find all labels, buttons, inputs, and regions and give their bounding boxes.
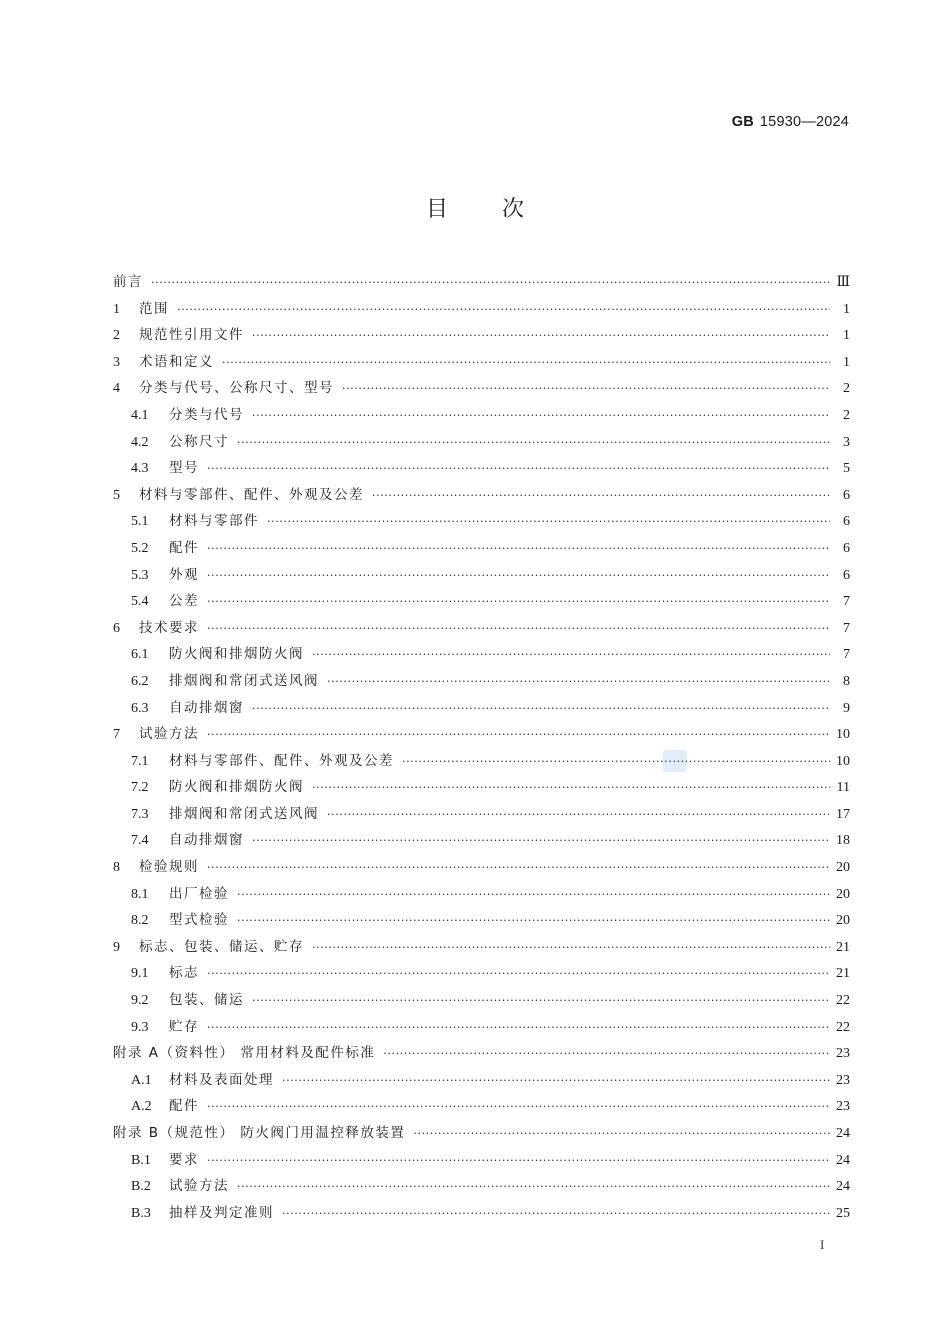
toc-entry-number: 7.4 [131,833,149,849]
toc-entry-page: 6 [843,487,850,503]
toc-entry[interactable] [113,1068,850,1095]
toc-entry[interactable] [113,323,850,350]
toc-entry-page: 1 [843,328,850,344]
toc-dot-leader [207,1100,830,1113]
toc-entry-label: 材料及表面处理 [169,1071,274,1088]
toc-entry-page: 23 [836,1046,850,1062]
toc-entry[interactable] [113,961,850,988]
toc-entry-label: 材料与零部件、配件、外观及公差 [169,752,394,769]
toc-entry[interactable] [113,509,850,536]
toc-entry-number: 5.1 [131,514,149,530]
toc-entry-number: 9.2 [131,993,149,1009]
toc-entry-number: B.3 [131,1205,151,1221]
toc-entry-label: 配件 [169,539,199,556]
toc-entry-label: 外观 [169,566,199,583]
toc-dot-leader [207,1154,830,1167]
toc-dot-leader [402,755,830,768]
toc-dot-leader [252,834,830,847]
toc-dot-leader [312,941,830,954]
toc-entry[interactable] [113,376,850,403]
toc-entry-page: 2 [843,381,850,397]
toc-entry-number: 9 [113,939,120,955]
toc-dot-leader [252,329,830,342]
toc-entry-number: 9.3 [131,1019,149,1035]
toc-entry-label: 标志、包装、储运、贮存 [139,938,304,955]
toc-entry-page: 20 [836,913,850,929]
table-of-contents [113,270,850,1227]
toc-entry[interactable] [113,430,850,457]
toc-entry-number: 7 [113,727,120,743]
toc-dot-leader [207,728,830,741]
toc-entry-page: 1 [843,354,850,370]
toc-entry[interactable] [113,483,850,510]
toc-entry-label: 排烟阀和常闭式送风阀 [169,672,319,689]
footer-page-number: I [820,1237,825,1252]
toc-entry-label: 自动排烟窗 [169,699,244,716]
toc-entry[interactable] [113,988,850,1015]
toc-dot-leader [207,595,830,608]
toc-entry-page: 24 [836,1126,850,1141]
toc-entry-page: 10 [836,753,850,769]
toc-entry-page: 8 [843,673,850,689]
toc-entry-label: 贮存 [169,1018,199,1035]
toc-entry-label: 试验方法 [139,726,199,743]
toc-entry[interactable] [113,1121,850,1148]
toc-entry-label: 试验方法 [169,1178,229,1195]
toc-entry-label: 检验规则 [139,859,199,876]
toc-entry[interactable] [113,669,850,696]
toc-entry-number: 5.4 [131,594,149,610]
toc-entry[interactable] [113,642,850,669]
toc-entry[interactable] [113,935,850,962]
toc-entry-label: 标志 [169,965,199,982]
toc-entry-label: 公称尺寸 [169,433,229,450]
toc-entry-label: 材料与零部件 [169,513,259,530]
toc-dot-leader [207,967,830,980]
toc-entry[interactable] [113,297,850,324]
toc-entry-page: 23 [836,1099,850,1115]
toc-entry-page: 6 [843,514,850,530]
toc-entry-number: 4.3 [131,461,149,477]
toc-entry-number: 9.1 [131,966,149,982]
toc-entry-number: 6.3 [131,700,149,716]
toc-entry-number: 4 [113,381,120,397]
toc-entry-label: 要求 [169,1151,199,1168]
toc-entry-label: 材料与零部件、配件、外观及公差 [139,486,364,503]
toc-dot-leader [312,781,830,794]
toc-entry-number: B.2 [131,1179,151,1195]
toc-entry-number: 6 [113,620,120,636]
toc-entry-page: 22 [836,1019,850,1035]
toc-entry-page: 7 [843,647,850,663]
toc-entry-label: 规范性引用文件 [139,327,244,344]
toc-entry-number: 5.3 [131,567,149,583]
toc-entry-label: 范围 [139,300,169,317]
toc-entry[interactable] [113,536,850,563]
toc-entry-label: 前言 [113,274,143,290]
toc-entry-number: 7.3 [131,806,149,822]
standard-prefix: GB [731,114,754,130]
page-title: 目次 [425,197,578,222]
toc-entry-number: A.1 [131,1072,152,1088]
toc-entry-page: 23 [836,1072,850,1088]
toc-entry-label: 防火阀和排烟防火阀 [169,779,304,796]
toc-entry-number: 2 [113,328,120,344]
toc-entry-page: 18 [836,833,850,849]
toc-entry[interactable] [113,350,850,377]
toc-dot-leader [207,861,830,874]
toc-entry-page: 10 [836,727,850,743]
toc-dot-leader [207,542,830,555]
toc-dot-leader [207,622,830,635]
toc-entry[interactable] [113,456,850,483]
toc-entry-page: 20 [836,860,850,876]
toc-entry[interactable] [113,1041,850,1068]
toc-entry-number: 5.2 [131,540,149,556]
toc-entry-label: 附录 B（规范性） 防火阀门用温控释放装置 [113,1125,406,1141]
toc-entry-number: 8 [113,860,120,876]
toc-entry-number: 4.2 [131,434,149,450]
toc-entry-page: 9 [843,700,850,716]
toc-entry-page: 2 [843,407,850,423]
toc-entry[interactable] [113,563,850,590]
toc-entry-label: 技术要求 [139,619,199,636]
toc-entry[interactable] [113,722,850,749]
toc-entry-page: 7 [843,594,850,610]
toc-entry-page: 21 [836,939,850,955]
toc-entry[interactable] [113,749,850,776]
toc-entry-page: 3 [843,434,850,450]
toc-dot-leader [222,356,830,369]
toc-entry-number: 8.1 [131,886,149,902]
toc-dot-leader [237,436,830,449]
toc-entry-label: 包装、储运 [169,992,244,1009]
toc-entry-label: 分类与代号、公称尺寸、型号 [139,380,334,397]
toc-dot-leader [252,702,830,715]
toc-entry[interactable] [113,828,850,855]
toc-entry-page: 24 [836,1179,850,1195]
toc-entry-number: 5 [113,487,120,503]
toc-dot-leader [207,1021,830,1034]
toc-entry-page: 17 [836,806,850,822]
toc-entry[interactable] [113,696,850,723]
toc-dot-leader [312,648,830,661]
toc-entry-label: 附录 A（资料性） 常用材料及配件标准 [113,1045,376,1062]
toc-entry[interactable] [113,1015,850,1042]
toc-entry-number: 4.1 [131,407,149,423]
toc-entry-number: 1 [113,301,120,317]
toc-entry[interactable] [113,270,850,297]
toc-dot-leader [383,1047,830,1060]
toc-dot-leader [237,914,830,927]
toc-entry-label: 排烟阀和常闭式送风阀 [169,805,319,822]
toc-entry[interactable] [113,403,850,430]
toc-entry[interactable] [113,908,850,935]
toc-entry[interactable] [113,882,850,909]
toc-dot-leader [327,808,830,821]
toc-entry-page: 21 [836,966,850,982]
toc-entry-number: 8.2 [131,913,149,929]
toc-dot-leader [413,1127,830,1140]
toc-entry-page: 1 [843,301,850,317]
toc-entry-page: 11 [836,780,850,796]
toc-dot-leader [282,1207,830,1220]
toc-entry-page: 24 [836,1152,850,1168]
toc-entry-number: 7.1 [131,753,149,769]
standard-number: 15930—2024 [759,114,849,130]
toc-dot-leader [267,515,830,528]
toc-entry-label: 配件 [169,1098,199,1115]
toc-entry-page: 25 [836,1205,850,1221]
toc-entry[interactable] [113,589,850,616]
toc-entry[interactable] [113,802,850,829]
toc-entry[interactable] [113,775,850,802]
standard-code [732,114,849,130]
toc-dot-leader [177,303,830,316]
toc-entry-label: 分类与代号 [169,406,244,423]
toc-entry[interactable] [113,1148,850,1175]
toc-dot-leader [207,462,830,475]
toc-dot-leader [282,1074,830,1087]
toc-entry-label: 型式检验 [169,912,229,929]
toc-dot-leader [207,569,830,582]
toc-entry-number: 6.2 [131,673,149,689]
toc-entry-page: 6 [843,540,850,556]
toc-entry-page: 6 [843,567,850,583]
toc-entry-number: 7.2 [131,780,149,796]
toc-entry-label: 抽样及判定准则 [169,1204,274,1221]
toc-entry-number: B.1 [131,1152,151,1168]
toc-dot-leader [151,276,830,289]
toc-entry-label: 公差 [169,593,199,610]
toc-dot-leader [252,409,830,422]
toc-entry-page: 22 [836,993,850,1009]
toc-entry-label: 型号 [169,460,199,477]
toc-dot-leader [237,888,830,901]
toc-entry-number: 6.1 [131,647,149,663]
toc-entry[interactable] [113,1174,850,1201]
toc-dot-leader [342,382,830,395]
toc-entry-number: A.2 [131,1099,152,1115]
toc-entry-page: 20 [836,886,850,902]
toc-entry[interactable] [113,1201,850,1228]
toc-entry-page: Ⅲ [836,275,850,290]
toc-entry-label: 自动排烟窗 [169,832,244,849]
toc-entry-number: 3 [113,354,120,370]
toc-entry-label: 术语和定义 [139,353,214,370]
toc-dot-leader [327,675,830,688]
toc-entry-label: 防火阀和排烟防火阀 [169,646,304,663]
toc-entry-label: 出厂检验 [169,885,229,902]
toc-entry-page: 5 [843,461,850,477]
toc-entry[interactable] [113,855,850,882]
toc-dot-leader [372,489,830,502]
toc-entry[interactable] [113,1094,850,1121]
toc-dot-leader [237,1180,830,1193]
toc-entry[interactable] [113,616,850,643]
toc-dot-leader [252,994,830,1007]
toc-entry-page: 7 [843,620,850,636]
